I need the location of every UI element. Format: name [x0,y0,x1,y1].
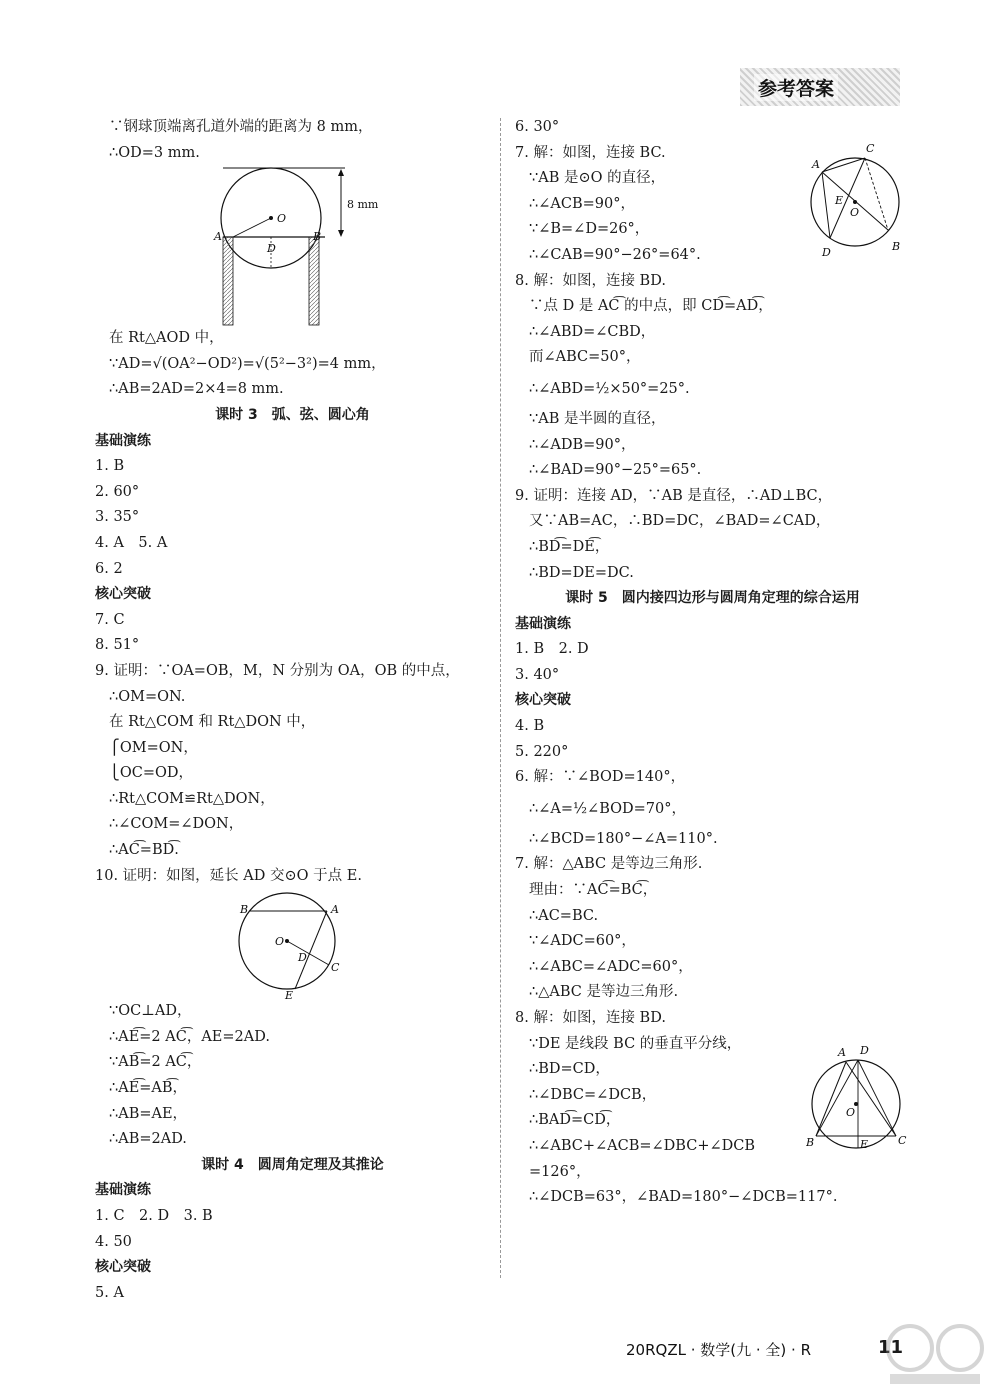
answer-line: 7. 解：如图，连接 BC. [515,144,666,161]
text-line: ∴∠ADB=90°， [529,436,636,453]
answer-line: 8. 解：如图，连接 BD. [515,1010,666,1026]
subsection-heading: 基础演练 [515,615,571,632]
label-B: B [892,240,901,253]
text-line: ∴∠ACB=90°， [529,195,635,212]
text-line: ∵AB 是⊙O 的直径， [529,170,666,187]
subsection-heading: 核心突破 [95,1259,151,1276]
answer-line: 1. B [95,458,125,475]
answer-line: 5. 220° [515,743,569,760]
answer-line: 9. 证明：连接 AD，∵AB 是直径，∴AD⊥BC， [515,487,833,504]
text-line: ∴AE͡=2 AC͡，AE=2AD. [109,1028,270,1045]
text-line: ∴AB=AE， [109,1105,188,1122]
figure-steel-ball [95,166,490,326]
answer-line: 1. C 2. D 3. B [95,1208,213,1224]
answer-line: 3. 35° [95,509,140,526]
text-line: 理由：∵AC͡=BC͡， [529,882,658,899]
label-D: D [822,246,831,259]
figure-steel-ball-svg [95,166,490,326]
section-title: 课时 3 弧、弦、圆心角 [215,406,370,423]
section-title: 课时 5 圆内接四边形与圆周角定理的综合运用 [565,590,860,607]
label-O: O [275,935,285,949]
watermark-icon [880,1318,990,1388]
figure-inscribed-angle [810,140,910,260]
text-line: ∴AC͡=BD͡. [109,842,179,859]
text-line: ∴△ABC 是等边三角形. [529,984,679,1001]
label-A: A [838,1046,846,1059]
subsection-heading: 核心突破 [95,586,151,603]
answer-line: 8. 解：如图，连接 BD. [515,272,666,289]
text-line: ∵钢球顶端离孔道外端的距离为 8 mm， [109,119,373,135]
label-8mm: 8 mm [347,198,379,212]
text-line: 又∵AB=AC，∴BD=DC，∠BAD=∠CAD， [529,513,831,530]
text-line: 在 Rt△AOD 中， [109,330,224,347]
label-O: O [277,212,287,226]
footer-book-code: 20RQZL · 数学(九 · 全) · R [626,1341,811,1359]
label-O: O [846,1106,856,1119]
subsection-heading: 基础演练 [95,432,151,449]
text-line: ∵点 D 是 AC͡ 的中点，即 CD͡=AD͡， [529,298,773,315]
answer-line: 5. A [95,1284,124,1301]
answer-line: 9. 证明：∵OA=OB，M，N 分别为 OA，OB 的中点， [95,662,460,679]
text-line: ∴AE͡=AB͡， [109,1080,188,1097]
text-line: ∵AB͡=2 AC͡， [109,1054,202,1071]
label-E: E [285,989,294,1000]
text-line: ∴∠COM=∠DON， [109,816,244,833]
answer-line: 8. 51° [95,637,140,654]
label-C: C [866,142,875,155]
label-D: D [298,951,307,965]
label-O: O [850,206,860,219]
column-divider [500,118,501,1278]
text-line: 而∠ABC=50°， [529,349,641,366]
text-line: ∵∠B=∠D=26°， [529,221,650,238]
text-line: ∵AB 是半圆的直径， [529,410,666,427]
label-E: E [835,194,844,207]
label-E: E [860,1138,869,1151]
label-A: A [812,158,820,171]
text-line: ∴∠A=½∠BOD=70°， [529,800,686,817]
text-line: ∴BD=CD， [529,1061,610,1078]
text-line: ∴∠DCB=63°，∠BAD=180°−∠DCB=117°. [529,1189,838,1206]
label-B: B [240,903,249,917]
badge-text: 参考答案 [754,74,838,101]
text-line: ∴∠CAB=90°−26°=64°. [529,246,701,263]
label-B: B [806,1136,815,1149]
text-line: ∵DE 是线段 BC 的垂直平分线， [529,1035,742,1052]
text-line: ∴OM=ON. [109,688,186,705]
text-line: ∴Rt△COM≌Rt△DON， [109,790,275,807]
text-line: ⎩OC=OD， [109,765,194,782]
text-line: ∴∠BAD=90°−25°=65°. [529,462,702,479]
answer-line: 2. 60° [95,483,140,500]
text-line: ∴BD͡=DE͡， [529,538,610,555]
figure-circle-chord [95,889,490,999]
text-line: ∴BD=DE=DC. [529,564,634,581]
answer-line: 7. C [95,611,125,628]
figure-perpendicular-bisector [806,1040,910,1155]
text-line: ∵∠ADC=60°， [529,933,636,950]
section-title: 课时 4 圆周角定理及其推论 [201,1156,384,1173]
text-line: ∴∠ABD=∠CBD， [529,323,656,340]
answer-line: 6. 30° [515,119,560,135]
page-number: 11 [878,1337,904,1358]
label-D: D [267,242,276,256]
text-line: ∴∠BCD=180°−∠A=110°. [529,830,718,847]
answer-line: 6. 解：∵∠BOD=140°， [515,769,686,786]
subsection-heading: 基础演练 [95,1182,151,1199]
text-line: ⎧OM=ON， [109,739,198,756]
text-line: ∵OC⊥AD， [109,1003,192,1020]
text-line: ∴OD=3 mm. [109,144,200,161]
answer-line: 4. B [515,718,545,735]
label-D: D [860,1044,869,1057]
answer-line: 3. 40° [515,666,560,683]
text-line: ∴BAD͡=CD͡， [529,1112,621,1129]
text-line: ∴∠ABD=½×50°=25°. [529,380,690,397]
figure-circle-chord-svg [95,889,490,999]
left-column [95,115,490,1306]
answer-line: 1. B 2. D [515,641,589,658]
answer-line: 6. 2 [95,560,123,577]
subsection-heading: 核心突破 [515,692,571,709]
text-line: ∴∠ABC+∠ACB=∠DBC+∠DCB [529,1137,756,1154]
answer-line: 4. A 5. A [95,534,168,551]
label-A: A [214,230,222,244]
text-line: ∴AB=2AD=2×4=8 mm. [109,381,284,398]
label-C: C [331,961,340,975]
label-B: B [313,230,322,244]
answer-line: 10. 证明：如图，延长 AD 交⊙O 于点 E. [95,867,362,884]
label-C: C [898,1134,907,1147]
text-line: ∵AD=√(OA²−OD²)=√(5²−3²)=4 mm， [109,355,386,372]
text-line: ∴∠DBC=∠DCB， [529,1086,657,1103]
label-A: A [331,903,339,917]
answer-line: 4. 50 [95,1233,132,1250]
answer-line: 7. 解：△ABC 是等边三角形. [515,856,703,873]
text-line: ∴∠ABC=∠ADC=60°， [529,958,693,975]
text-line: ∴AC=BC. [529,907,599,924]
text-line: ∴AB=2AD. [109,1131,187,1148]
text-line: 在 Rt△COM 和 Rt△DON 中， [109,714,316,731]
answer-header-badge [740,68,900,106]
text-line: =126°， [529,1163,591,1180]
